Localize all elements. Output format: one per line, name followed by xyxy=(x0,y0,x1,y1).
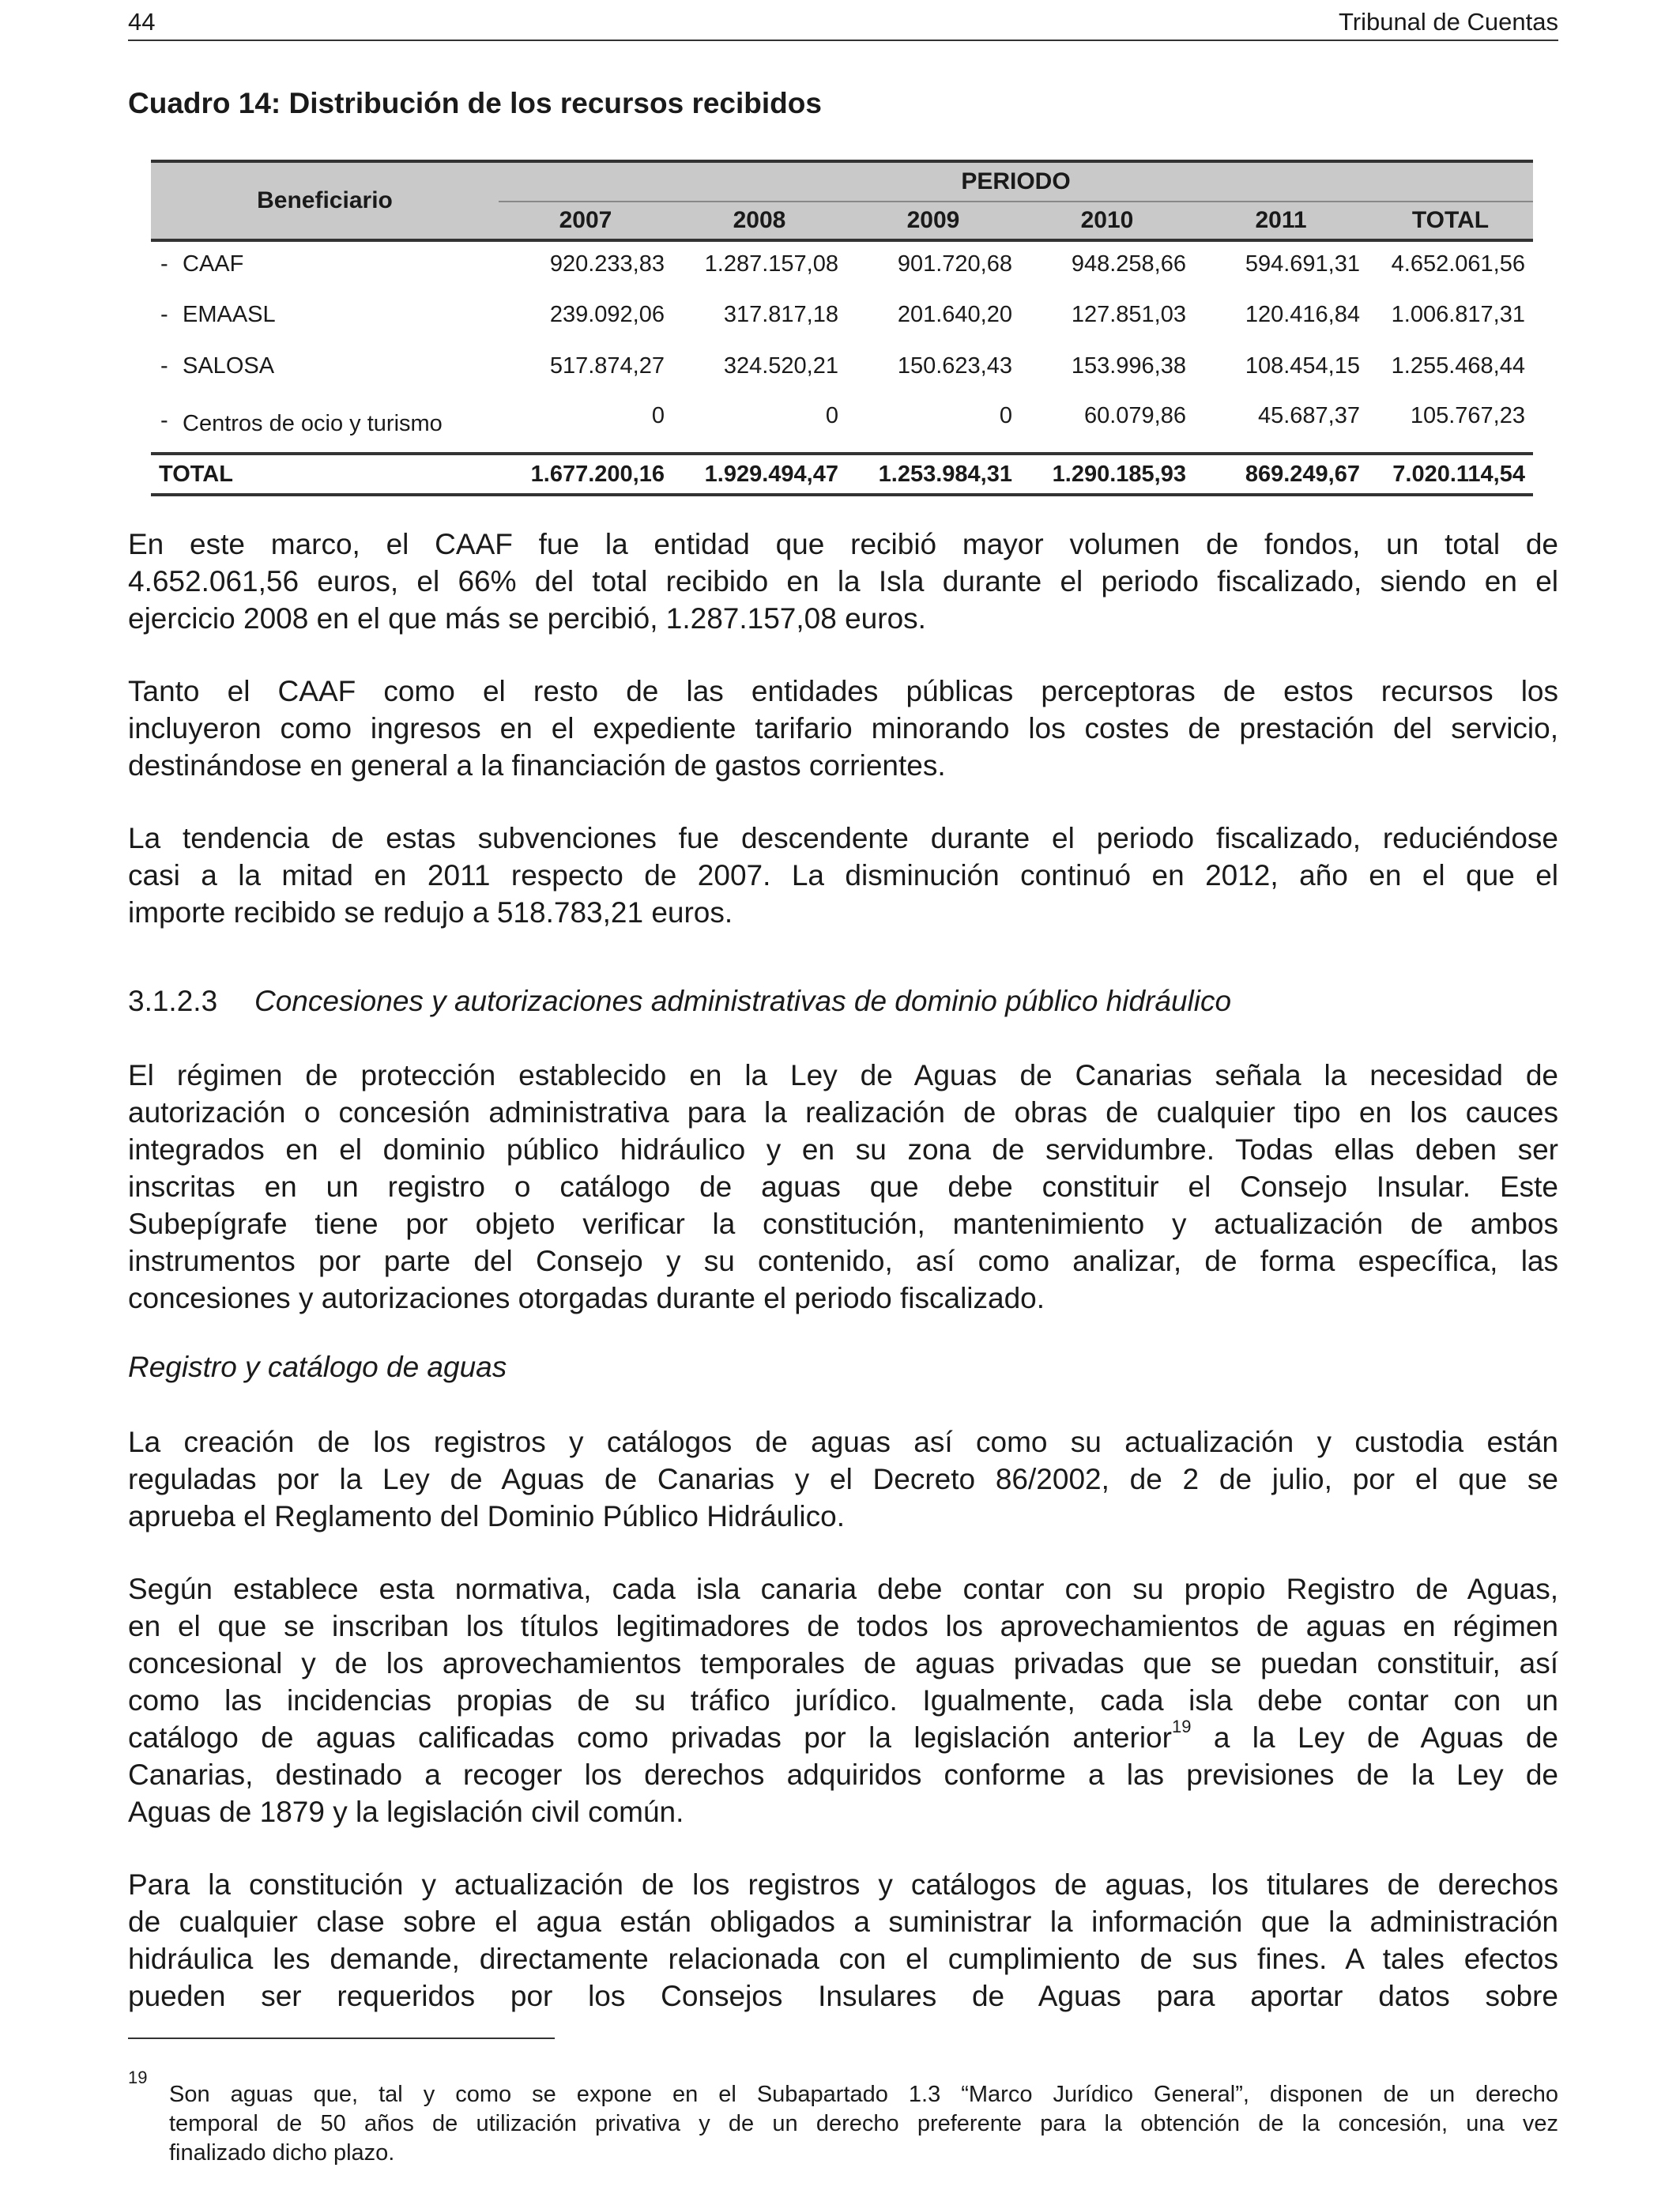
cell-value: 60.079,86 xyxy=(1083,403,1186,428)
subheading: Registro y catálogo de aguas xyxy=(128,1351,507,1383)
text-line: Subepígrafe tiene por objeto verificar la constitución, mantenimiento y actualización de ambos xyxy=(128,1208,1558,1240)
text-span: catálogo de aguas calificadas como privadas por la legislación anterior xyxy=(128,1721,1172,1754)
text-line: en el que se inscriban los títulos legitimadores de todos los aprovechamientos de aguas en régimen xyxy=(128,1610,1558,1642)
paragraph xyxy=(128,1423,1558,1535)
table-title: Cuadro 14: Distribución de los recursos recibidos xyxy=(128,87,822,119)
text-line xyxy=(128,1716,1558,1756)
paragraph xyxy=(128,526,1558,637)
text-line: La creación de los registros y catálogos de aguas así como su actualización y custodia están xyxy=(128,1426,1558,1458)
total-value: 1.929.494,47 xyxy=(704,462,838,487)
text-line: Aguas de 1879 y la legislación civil común. xyxy=(128,1796,684,1828)
cell-value: 594.691,31 xyxy=(1245,251,1360,277)
text-line: 4.652.061,56 euros, el 66% del total recibido en la Isla durante el periodo fiscalizado, siendo en el xyxy=(128,565,1558,598)
cell-value: 1.287.157,08 xyxy=(704,251,838,277)
row-name: EMAASL xyxy=(183,302,276,327)
row-dash: - xyxy=(160,251,168,277)
cell-value: 1.006.817,31 xyxy=(1391,302,1525,327)
cell-value: 153.996,38 xyxy=(1071,353,1186,379)
text-line: instrumentos por parte del Consejo y su contenido, así como analizar, de forma específica, las xyxy=(128,1245,1558,1277)
cell-value: 324.520,21 xyxy=(723,353,838,379)
text-line: El régimen de protección establecido en la Ley de Aguas de Canarias señala la necesidad de xyxy=(128,1059,1558,1091)
document-page xyxy=(128,0,1558,2194)
total-value: 869.249,67 xyxy=(1245,462,1360,487)
table-row xyxy=(151,390,1533,441)
col-periodo: PERIODO xyxy=(499,163,1533,202)
table-total-row xyxy=(151,452,1533,496)
cell-value: 920.233,83 xyxy=(549,251,665,277)
col-year: 2007 xyxy=(559,207,612,233)
text-line: concesiones y autorizaciones otorgadas durante el periodo fiscalizado. xyxy=(128,1282,1045,1314)
paragraph xyxy=(128,820,1558,931)
row-name: SALOSA xyxy=(183,353,275,379)
cell-value: 105.767,23 xyxy=(1410,403,1525,428)
cell-value: 0 xyxy=(825,403,838,428)
page-header xyxy=(128,3,1558,41)
footnote-divider xyxy=(128,2038,555,2039)
text-line: importe recibido se redujo a 518.783,21 euros. xyxy=(128,896,733,929)
col-beneficiario: Beneficiario xyxy=(257,187,393,213)
table-row xyxy=(151,289,1533,340)
section-heading xyxy=(128,985,1231,1018)
cell-value: 239.092,06 xyxy=(549,302,665,327)
section-title: Concesiones y autorizaciones administrativas de dominio público hidráulico xyxy=(254,985,1232,1017)
cell-value: 1.255.468,44 xyxy=(1391,353,1525,379)
cell-value: 4.652.061,56 xyxy=(1391,251,1525,277)
page-number: 44 xyxy=(128,8,156,36)
cell-value: 201.640,20 xyxy=(897,302,1012,327)
organization-name: Tribunal de Cuentas xyxy=(1338,8,1558,36)
row-name: CAAF xyxy=(183,251,244,277)
cell-value: 127.851,03 xyxy=(1071,302,1186,327)
col-total: TOTAL xyxy=(1411,207,1490,233)
table-row xyxy=(151,239,1533,289)
text-line: aprueba el Reglamento del Dominio Público Hidráulico. xyxy=(128,1500,846,1532)
footnote-mark: 19 xyxy=(128,2068,148,2087)
table-row xyxy=(151,341,1533,391)
text-line: La tendencia de estas subvenciones fue descendente durante el periodo fiscalizado, reduciéndose xyxy=(128,822,1558,854)
cell-value: 108.454,15 xyxy=(1245,353,1360,379)
row-dash: - xyxy=(160,353,168,379)
col-year: 2011 xyxy=(1255,207,1307,233)
text-line: ejercicio 2008 en el que más se percibió, 1.287.157,08 euros. xyxy=(128,602,926,635)
text-line: pueden ser requeridos por los Consejos Insulares de Aguas para aportar datos sobre xyxy=(128,1980,1558,2012)
text-line: integrados en el dominio público hidráulico y en su zona de servidumbre. Todas ellas deben ser xyxy=(128,1133,1558,1166)
text-line: Según establece esta normativa, cada isla canaria debe contar con su propio Registro de Aguas, xyxy=(128,1573,1558,1605)
text-line: concesional y de los aprovechamientos temporales de aguas privadas que se puedan constituir, así xyxy=(128,1647,1558,1679)
total-value: 1.290.185,93 xyxy=(1052,462,1186,487)
col-year: 2008 xyxy=(733,207,786,233)
paragraph xyxy=(128,1866,1558,2015)
col-year: 2009 xyxy=(906,207,960,233)
text-line: Para la constitución y actualización de los registros y catálogos de aguas, los titulares de derechos xyxy=(128,1868,1558,1901)
table-header xyxy=(151,160,1533,242)
paragraph xyxy=(128,673,1558,784)
text-line: casi a la mitad en 2011 respecto de 2007. La disminución continuó en 2012, año en el que el xyxy=(128,859,1558,892)
cell-value: 317.817,18 xyxy=(723,302,838,327)
text-line: Son aguas que, tal y como se expone en el Subapartado 1.3 “Marco Jurídico General”, disponen de un derecho xyxy=(169,2082,1558,2107)
text-line: temporal de 50 años de utilización privativa y de un derecho preferente para la obtención de la concesión, una vez xyxy=(169,2111,1558,2136)
text-line: inscritas en un registro o catálogo de aguas que debe constituir el Consejo Insular. Este xyxy=(128,1171,1558,1203)
total-value: 1.677.200,16 xyxy=(530,462,665,487)
col-year: 2010 xyxy=(1080,207,1134,233)
text-line: Tanto el CAAF como el resto de las entidades públicas perceptoras de estos recursos los xyxy=(128,675,1558,707)
text-line: En este marco, el CAAF fue la entidad que recibió mayor volumen de fondos, un total de xyxy=(128,528,1558,560)
cell-value: 120.416,84 xyxy=(1245,302,1360,327)
total-value: 1.253.984,31 xyxy=(878,462,1012,487)
text-line: hidráulica les demande, directamente relacionada con el cumplimiento de sus fines. A tales efectos xyxy=(128,1943,1558,1975)
text-line: autorización o concesión administrativa para la realización de obras de cualquier tipo en los cauces xyxy=(128,1096,1558,1129)
row-dash: - xyxy=(160,302,168,327)
text-span: a la Ley de Aguas de xyxy=(1191,1721,1558,1754)
cell-value: 150.623,43 xyxy=(897,353,1012,379)
footnote-ref[interactable]: 19 xyxy=(1171,1716,1192,1736)
paragraph xyxy=(128,1570,1558,1830)
row-dash: - xyxy=(160,408,168,433)
text-line: finalizado dicho plazo. xyxy=(169,2140,395,2166)
cell-value: 0 xyxy=(999,403,1012,428)
total-value: 7.020.114,54 xyxy=(1392,462,1525,487)
paragraph xyxy=(128,1057,1558,1317)
cell-value: 45.687,37 xyxy=(1257,403,1360,428)
row-name: Centros de ocio y turismo xyxy=(183,411,443,436)
text-line: incluyeron como ingresos en el expediente tarifario minorando los costes de prestación del servicio, xyxy=(128,712,1558,745)
section-number: 3.1.2.3 xyxy=(128,985,218,1017)
text-line: Canarias, destinado a recoger los derechos adquiridos conforme a las previsiones de la Ley de xyxy=(128,1759,1558,1791)
cell-value: 948.258,66 xyxy=(1071,251,1186,277)
footnote-text xyxy=(169,2080,1558,2168)
total-label: TOTAL xyxy=(159,462,233,487)
text-line: como las incidencias propias de su tráfico jurídico. Igualmente, cada isla debe contar con un xyxy=(128,1684,1558,1717)
text-line: destinándose en general a la financiación de gastos corrientes. xyxy=(128,749,946,782)
text-line: de cualquier clase sobre el agua están obligados a suministrar la información que la administración xyxy=(128,1906,1558,1938)
text-line: reguladas por la Ley de Aguas de Canarias y el Decreto 86/2002, de 2 de julio, por el que se xyxy=(128,1463,1558,1495)
cell-value: 901.720,68 xyxy=(897,251,1012,277)
cell-value: 517.874,27 xyxy=(549,353,665,379)
cell-value: 0 xyxy=(651,403,665,428)
